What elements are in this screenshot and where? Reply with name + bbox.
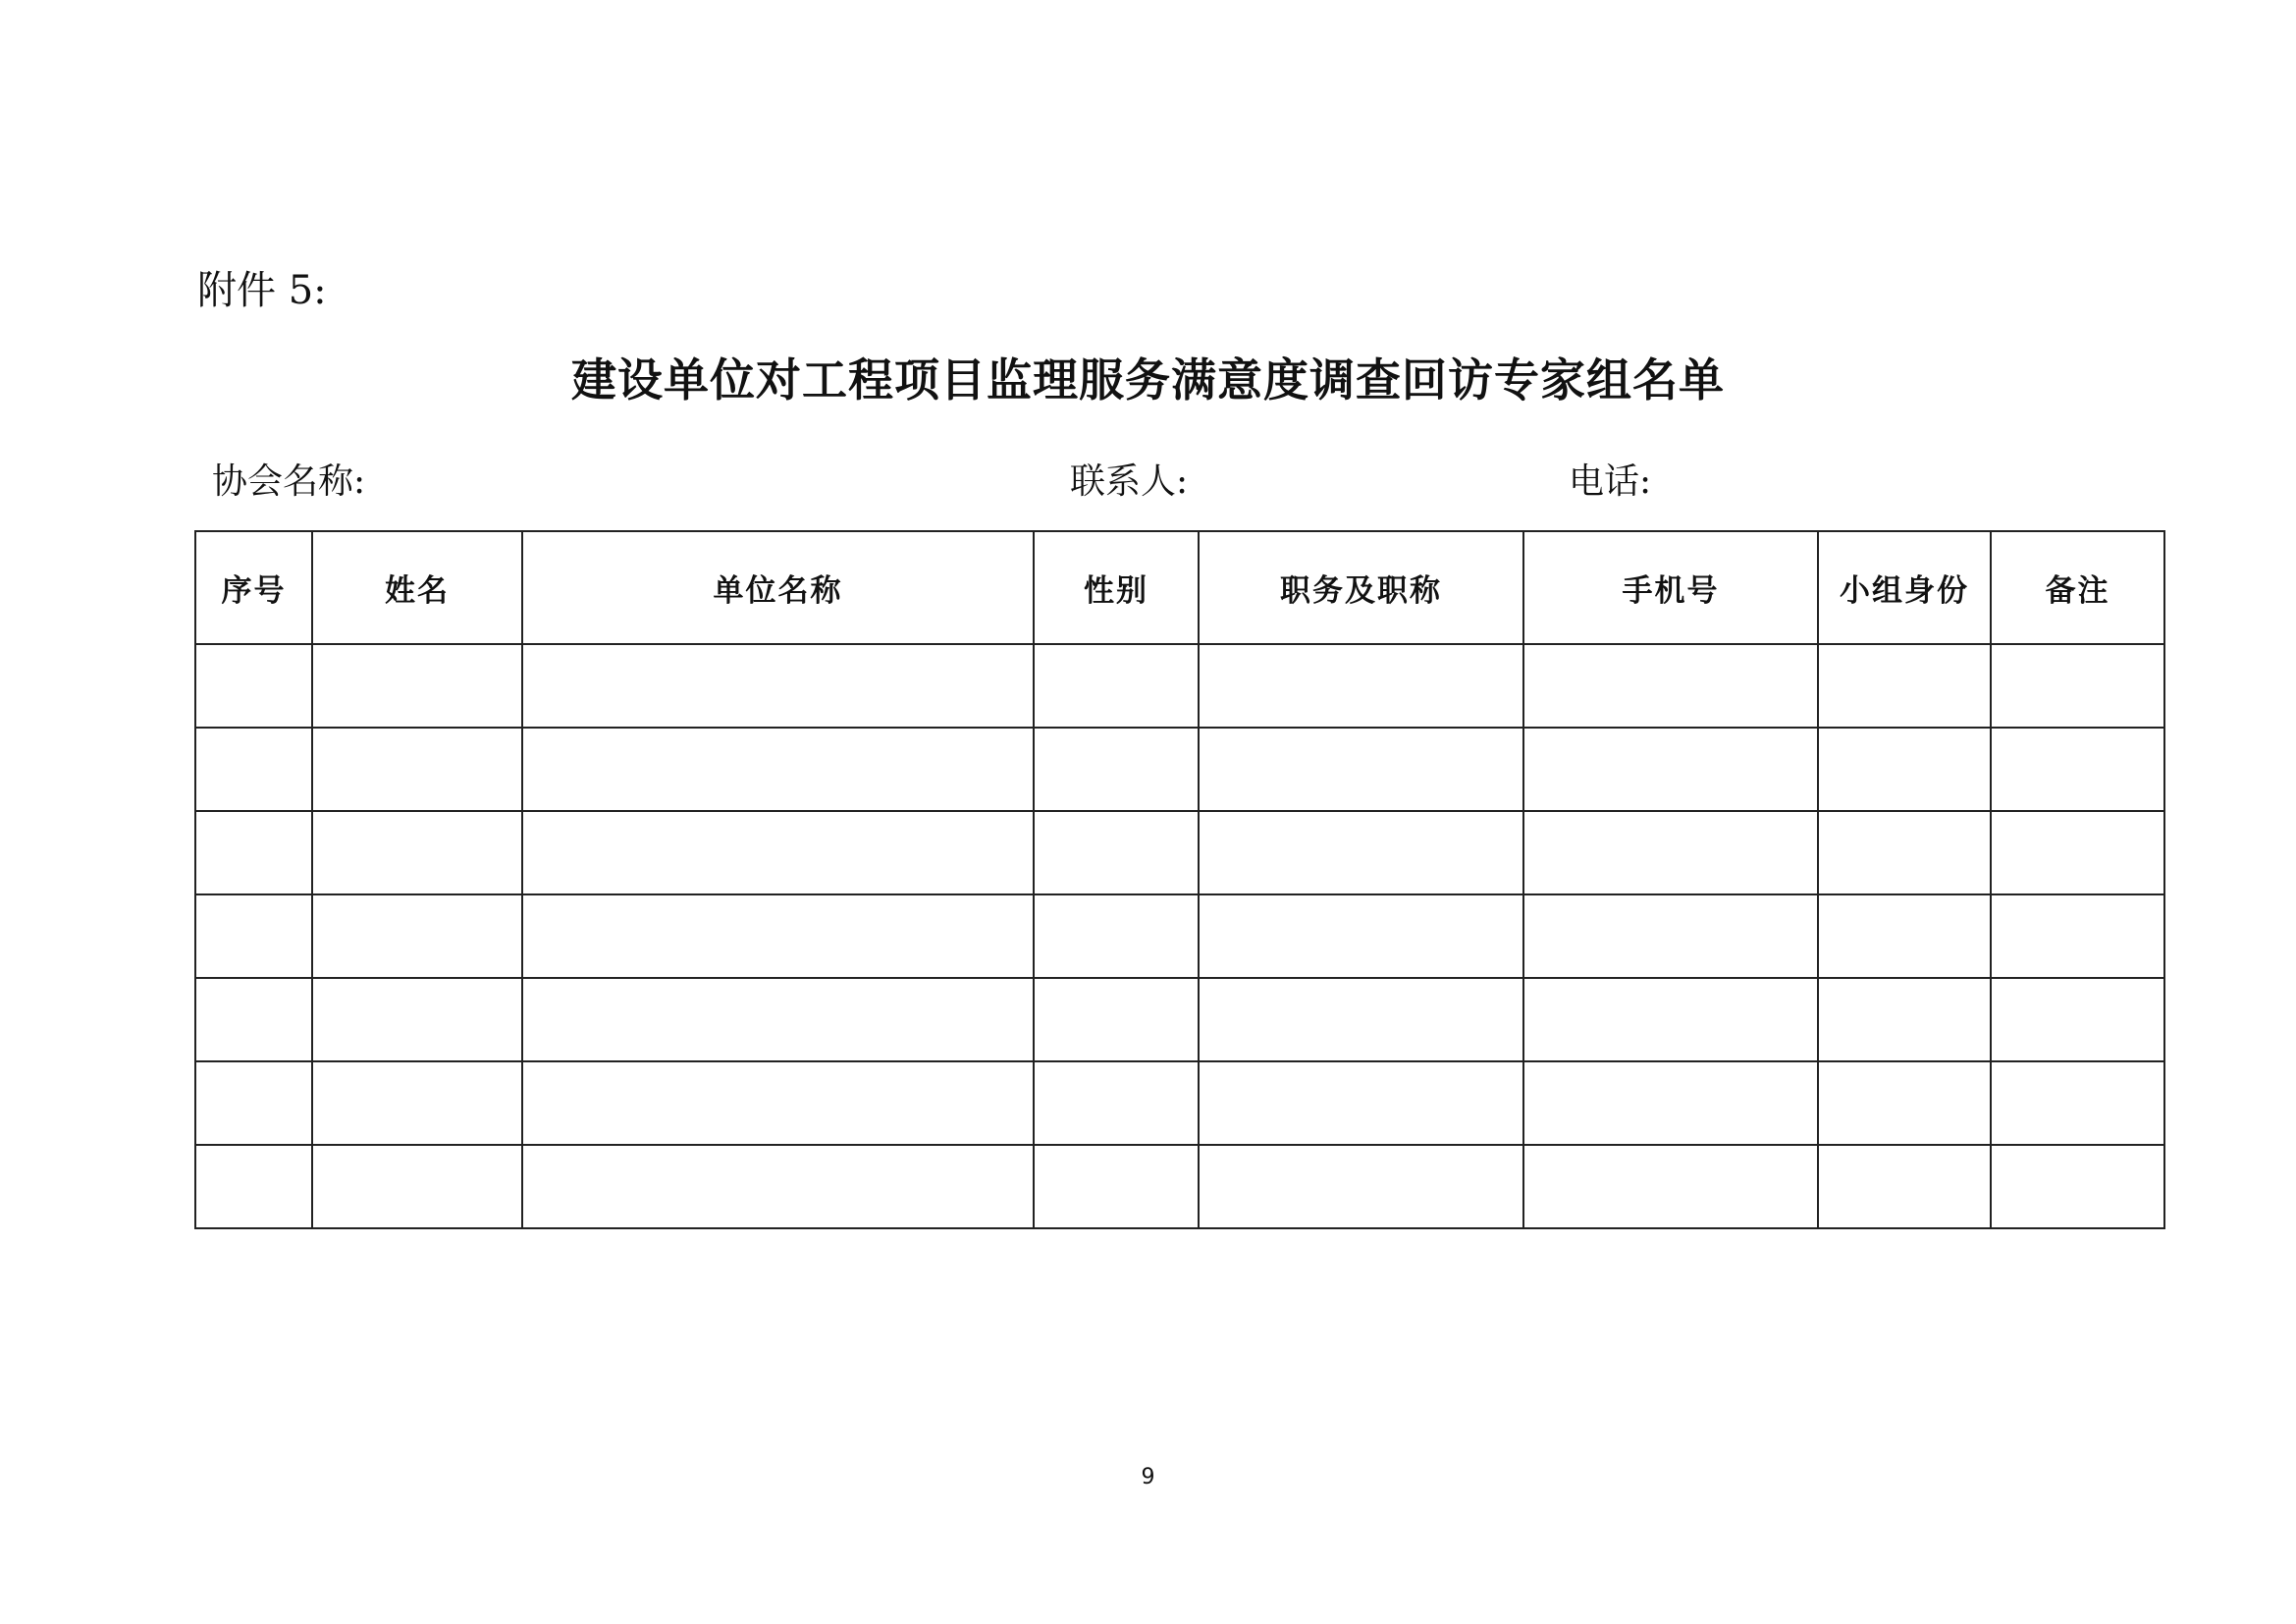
- table-cell: [1034, 894, 1199, 978]
- table-cell: [1991, 644, 2164, 728]
- table-cell: [195, 644, 312, 728]
- table-row: [195, 644, 2164, 728]
- table-cell: [1199, 1145, 1523, 1228]
- table-cell: [1199, 1061, 1523, 1145]
- table-cell: [312, 644, 522, 728]
- table-cell: [1991, 1145, 2164, 1228]
- table-cell: [1523, 1061, 1818, 1145]
- attachment-label: 附件 5:: [197, 268, 327, 313]
- table-cell: [1818, 978, 1991, 1061]
- table-cell: [1818, 1061, 1991, 1145]
- table-cell: [1991, 978, 2164, 1061]
- table-cell: [312, 894, 522, 978]
- table-cell: [1991, 811, 2164, 894]
- phone-label: 电话:: [1569, 461, 1652, 502]
- table-cell: [312, 1061, 522, 1145]
- table-cell: [1523, 811, 1818, 894]
- table-cell: [1034, 1061, 1199, 1145]
- table-cell: [1199, 978, 1523, 1061]
- table-cell: [522, 1145, 1034, 1228]
- table-cell: [1199, 644, 1523, 728]
- table-cell: [312, 811, 522, 894]
- table-cell: [1523, 1145, 1818, 1228]
- table-cell: [522, 644, 1034, 728]
- header-serial-number: 序号: [195, 531, 312, 644]
- table-cell: [1991, 1061, 2164, 1145]
- header-gender: 性别: [1034, 531, 1199, 644]
- table-cell: [195, 894, 312, 978]
- association-name-label: 协会名称:: [212, 461, 366, 502]
- table-cell: [195, 728, 312, 811]
- table-row: [195, 1145, 2164, 1228]
- table-row: [195, 1061, 2164, 1145]
- table-cell: [522, 978, 1034, 1061]
- table-cell: [1199, 811, 1523, 894]
- expert-roster-table: [194, 530, 2165, 1229]
- table-cell: [522, 894, 1034, 978]
- table-cell: [1034, 1145, 1199, 1228]
- table-cell: [1818, 811, 1991, 894]
- table-row: [195, 894, 2164, 978]
- table-cell: [1523, 644, 1818, 728]
- document-title: 建设单位对工程项目监理服务满意度调查回访专家组名单: [571, 353, 1725, 406]
- header-group-role: 小组身份: [1818, 531, 1991, 644]
- table-cell: [195, 1061, 312, 1145]
- table-cell: [1818, 1145, 1991, 1228]
- table-cell: [312, 1145, 522, 1228]
- page-number: 9: [1141, 1465, 1155, 1489]
- header-name: 姓名: [312, 531, 522, 644]
- table-cell: [1818, 644, 1991, 728]
- table-body: [195, 644, 2164, 1228]
- table-cell: [1523, 728, 1818, 811]
- table-cell: [1034, 978, 1199, 1061]
- table-cell: [312, 978, 522, 1061]
- table-cell: [1818, 894, 1991, 978]
- table-cell: [1034, 644, 1199, 728]
- table-cell: [1991, 894, 2164, 978]
- contact-person-label: 联系人:: [1070, 461, 1189, 502]
- table-cell: [195, 978, 312, 1061]
- table-row: [195, 978, 2164, 1061]
- table-cell: [1818, 728, 1991, 811]
- header-organization-name: 单位名称: [522, 531, 1034, 644]
- header-position-title: 职务及职称: [1199, 531, 1523, 644]
- table-cell: [1523, 894, 1818, 978]
- table-cell: [312, 728, 522, 811]
- table-cell: [1199, 894, 1523, 978]
- header-mobile-number: 手机号: [1523, 531, 1818, 644]
- table-header-row: [195, 531, 2164, 644]
- table-row: [195, 811, 2164, 894]
- header-remarks: 备注: [1991, 531, 2164, 644]
- table-cell: [1523, 978, 1818, 1061]
- table-cell: [1991, 728, 2164, 811]
- table-cell: [1034, 728, 1199, 811]
- table-cell: [195, 1145, 312, 1228]
- table-cell: [522, 728, 1034, 811]
- table-cell: [1034, 811, 1199, 894]
- table-cell: [195, 811, 312, 894]
- table-row: [195, 728, 2164, 811]
- table-cell: [522, 1061, 1034, 1145]
- table-cell: [522, 811, 1034, 894]
- table-cell: [1199, 728, 1523, 811]
